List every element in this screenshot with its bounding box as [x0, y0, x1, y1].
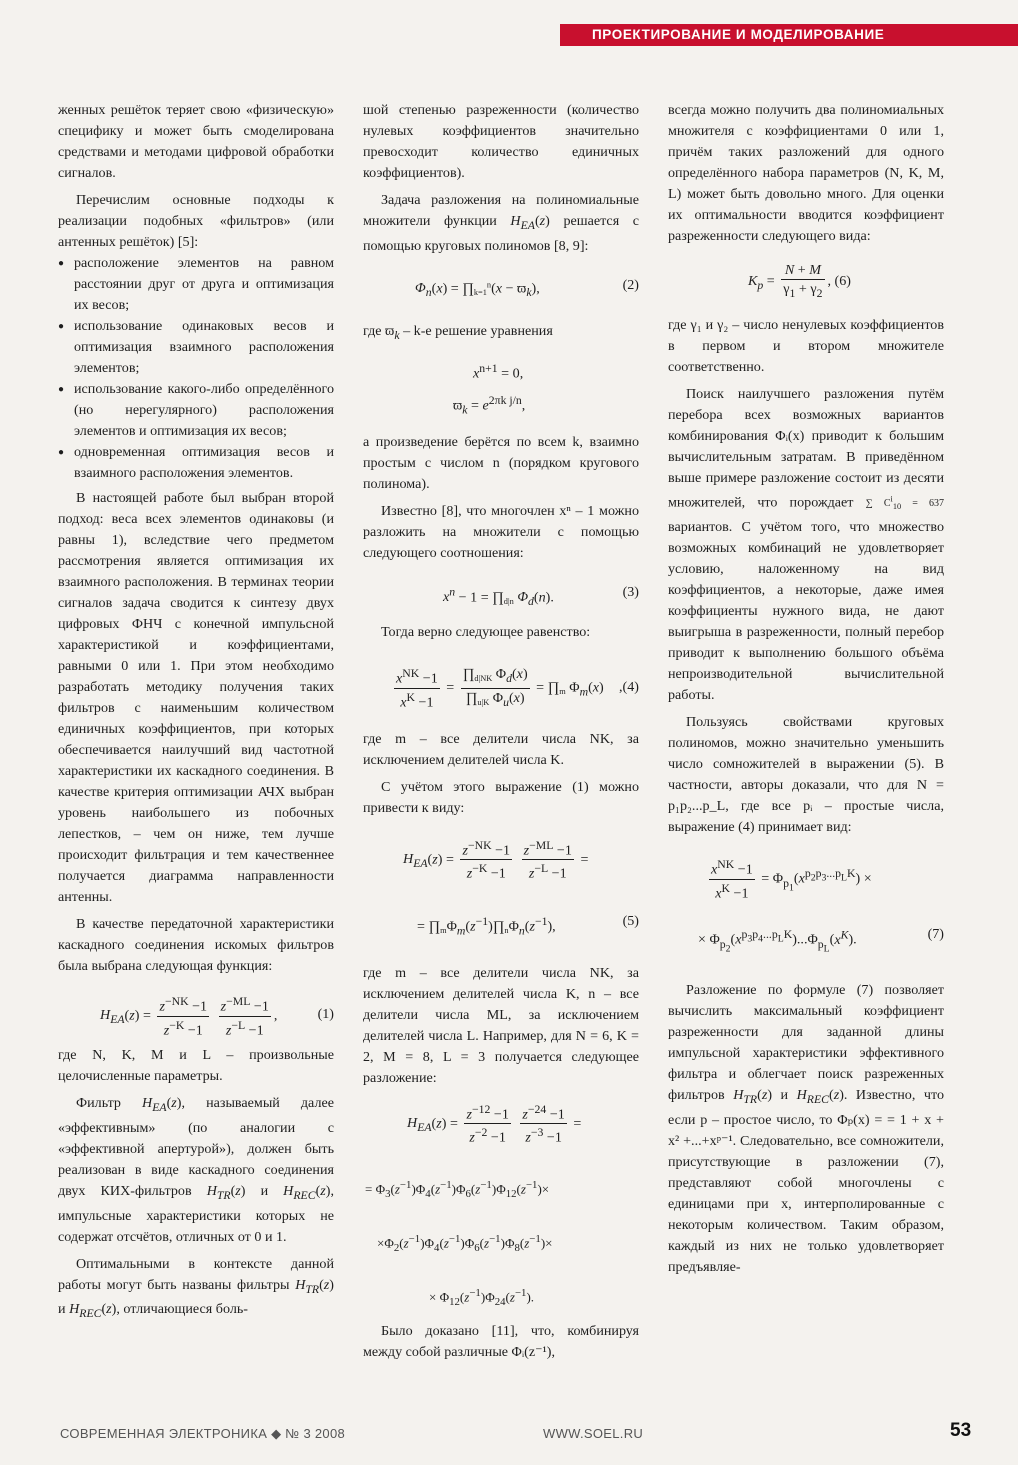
- paragraph: Известно [8], что многочлен xⁿ – 1 можно разложить на множители с помощью следующего соотношения:: [363, 502, 639, 561]
- journal-name: СОВРЕМЕННАЯ ЭЛЕКТРОНИКА ◆ № 3 2008: [60, 1426, 346, 1441]
- paragraph: В качестве передаточной характеристики каскадного соединения искомых фильтров была выбрана следующая функция:: [58, 916, 334, 974]
- equation-example: $H_{EA}(z)$ = $\frac{z^{-12} -1}{z^{-2} -1}$ $\frac{z^{-24} -1}{z^{-3} -1}$ = = $\Phi_3(z^{-1})\Phi_4(z^{-1})\Phi_6(z^{-1})\Phi_{12}(z^{-1})\times$ $\times\Phi_2(z^{-1})\Phi_4(z^{-1})\Phi_6(z^{-1})\Phi_8(z^{-1})\times$ × $\Phi_{12}(z^{-1})\Phi_{24}(z^{-1})$.: [365, 1102, 582, 1308]
- equation-4: $\frac{x^{NK} -1}{x^K -1}$ = $\frac{\prod_{d|NK} \Phi_d(x)}{\prod_{u|K} \Phi_u(x)}$ = $\prod_m$ $\Phi_m(x)$ ,(4): [396, 665, 639, 711]
- paragraph: Задача разложения на полиномиальные множители функции $H_{EA}(z)$ решается с помощью круговых полиномов [8, 9]:: [363, 192, 639, 254]
- page-footer: [0, 1418, 1018, 1448]
- column-3: [668, 100, 944, 1278]
- paragraph: Фильтр $H_{EA}(z)$, называемый далее «эффективным» (по аналогии с «эффективной апертурой»), должен быть реализован в виде каскадного соединения двух КИХ-фильтров $H_{TR}(z)$ и $H_{REC}(z)$, импульсные характеристики которых не содержат отсчётов, отличных от 0 и 1.: [58, 1095, 334, 1245]
- list-item: ● расположение элементов на равном расстоянии друг от друга и оптимизация их весов;: [58, 253, 334, 316]
- paragraph: где m – все делители числа NK, за исключением делителей числа K, n – все делители числа ML, за исключением делителей числа L. Например, для N = 6, K = 2, M = 8, L = 3 получается следующее разложение:: [363, 964, 639, 1086]
- equation-number: (1): [317, 1006, 334, 1022]
- paragraph: Оптимальными в контексте данной работы могут быть названы фильтры $H_{TR}(z)$ и $H_{REC}(z)$, отличающиеся боль-: [58, 1255, 334, 1321]
- paragraph: где $ϖ_k - k-е$ решение уравнения: [363, 322, 553, 342]
- equation-number: (7): [927, 926, 944, 943]
- equation-6: $K_p$ = $\frac{N + M}{\gamma_1 + \gamma_2}$ , (6): [748, 262, 851, 300]
- approach-list: [58, 253, 334, 484]
- paragraph: шой степенью разреженности (количество нулевых коэффициентов значительно превосходит количество единичных коэффициентов).: [363, 102, 639, 181]
- equation-number: , (6): [827, 273, 851, 290]
- equation-5: $H_{EA}(z)$ = $\frac{z^{-NK} -1}{z^{-K} -1}$ $\frac{z^{-ML} -1}{z^{-L} -1}$ = = $\prod_m\Phi_m(z^{-1})\prod_n\Phi_n(z^{-1})$, (5): [403, 838, 639, 938]
- column-2: [363, 100, 639, 1363]
- website: WWW.SOEL.RU: [543, 1426, 644, 1441]
- paragraph: Разложение по формуле (7) позволяет вычислить максимальный коэффициент разреженности для заданной длины импульсной характеристики эффективного фильтра и облегчает поиск разреженных фильтров $H_{TR}(z)$ и $H_{REC}(z)$. Известно, что если p – простое число, то Φₚ(x) = = 1 + x + x² +...+xᵖ⁻¹. Следовательно, все сомножители, присутствующие в разложении (7), представляют собой многочлены с единицами при x, интерполированные с некоторым количеством. Таким образом, каждый из них не только удовлетворяет предъявляе-: [668, 982, 944, 1276]
- paragraph: Поиск наилучшего разложения путём перебора всех возможных вариантов комбинирования Φᵢ(x) приводит к большим вычислительным затратам. В приведённом выше примере разложение состоит из десяти множителей, что порождает ∑ $C^i_{10} = 637$ вариантов. С учётом того, что множество возможных комбинаций не удовлетворяет условию, наложенному на вид коэффициентов, а некоторые, даже имея коэффициенты нужного вида, не дают выигрыша в разреженности, полный перебор приводит к выполнению большого объёма непроизводительной вычислительной работы.: [668, 386, 944, 704]
- equation-roots: $x^{n+1} = 0$, $ϖ_k = e^{2\pi k j/n}$,: [453, 361, 526, 417]
- paragraph: Пользуясь свойствами круговых полиномов, можно значительно уменьшить число сомножителей в выражении (5). В частности, авторы доказали, что для N = p₁p₂...p_L, где все pᵢ – простые числа, выражение (4) принимает вид:: [668, 714, 944, 836]
- list-item: ● одновременная оптимизация весов и взаимного расположения элементов.: [58, 442, 334, 484]
- equation-7: $\frac{x^{NK} -1}{x^K -1}$ = $\Phi_{p_1}(x^{p_2p_3...p_LK})$ × × $\Phi_{p_2}(x^{p_3p_4...p_LK})...\Phi_{p_L}(x^K)$. (7): [698, 858, 944, 955]
- list-item: ● использование какого-либо определённого (но нерегулярного) расположения элементов и оптимизация их весов;: [58, 379, 334, 442]
- paragraph: Перечислим основные подходы к реализации подобных «фильтров» (или антенных решёток) [5]:: [58, 192, 334, 250]
- section-banner: ПРОЕКТИРОВАНИЕ И МОДЕЛИРОВАНИЕ: [560, 24, 1018, 46]
- paragraph: женных решёток теряет свою «физическую» специфику и может быть смоделирована средствами и методами цифровой обработки сигналов.: [58, 102, 334, 181]
- paragraph: где γ₁ и γ₂ – число ненулевых коэффициентов в первом и втором множителе соответственно.: [668, 317, 944, 375]
- equation-1: $H_{EA}(z)$ = $\frac{z^{-NK} -1}{z^{-K} -1}$ $\frac{z^{-ML} -1}{z^{-L} -1}$ , (1): [100, 995, 334, 1039]
- paragraph: В настоящей работе был выбран второй подход: веса всех элементов одинаковы (и равны 1), вследствие чего предметом рассмотрения является оптимизация их взаимного расположения. В терминах теории сигналов задача сводится к синтезу двух цифровых ФНЧ с конечной импульсной характеристикой и коэффициентами, равными 0 или 1. При этом необходимо разработать методику получения таких фильтров с наименьшим количеством единичных коэффициентов, при которых обеспечивается наилучший вид частотной характеристики их каскадного соединения. В качестве критерия оптимизации АЧХ выбран уровень наибольшего из побочных лепестков, – чем он ниже, тем лучше происходит фильтрация и тем качественнее получается диаграмма направленности антенны.: [58, 490, 334, 905]
- list-item: ● использование одинаковых весов и оптимизация взаимного расположения элементов;: [58, 316, 334, 379]
- paragraph: где m – все делители числа NK, за исключением делителей числа K.: [363, 730, 639, 768]
- paragraph: Было доказано [11], что, комбинируя между собой различные Φᵢ(z⁻¹),: [363, 1322, 639, 1360]
- equation-number: (5): [622, 912, 639, 929]
- equation-number: (3): [622, 583, 639, 600]
- equation-2: $\Phi_n(x)$ = $\prod_{k=1}^n(x - ϖ_k)$, (2): [415, 276, 639, 299]
- paragraph: а произведение берётся по всем k, взаимно простым с числом n (порядком кругового полинома).: [363, 433, 639, 492]
- page-number: 53: [950, 1420, 972, 1441]
- equation-number: ,(4): [619, 678, 639, 695]
- paragraph: С учётом этого выражение (1) можно привести к виду:: [363, 778, 639, 816]
- column-1: [58, 100, 334, 1324]
- paragraph: всегда можно получить два полиномиальных множителя с коэффициентами 0 или 1, причём таких разложений для одного определённого набора параметров (N, K, M, L) может быть довольно много. Для оценки их оптимальности вводится коэффициент разреженности следующего вида:: [668, 102, 944, 244]
- paragraph: Тогда верно следующее равенство:: [381, 623, 591, 640]
- paragraph: где N, K, M и L – произвольные целочисленные параметры.: [58, 1047, 334, 1084]
- equation-3: $x^n - 1$ = $\prod_{d|n}$ $\Phi_d(n)$. (3): [443, 583, 639, 609]
- equation-number: (2): [622, 276, 639, 293]
